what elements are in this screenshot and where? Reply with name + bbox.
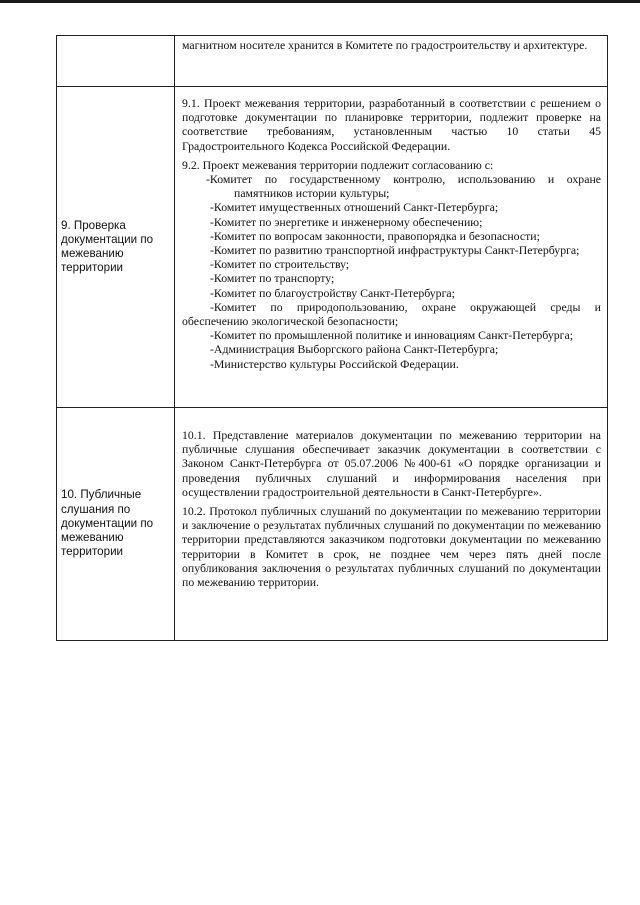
paragraph: магнитном носителе хранится в Комитете по градостроительству и архитектуре. [182, 38, 588, 52]
list-item: -Комитет по строительству; [210, 257, 350, 272]
table-row [57, 408, 608, 641]
paragraph-10-1: 10.1. Представление материалов документации по межеванию территории на публичные слушания обеспечивает заказчик документации в соответствии с Законом Санкт-Петербурга от 05.07.2006 №400-61 «О порядке организации и проведения публичных слушаний и информирования населения при осуществлении градостроительной деятельности в Санкт-Петербурге». [182, 428, 601, 499]
list-item: -Комитет по природопользованию, охране окружающей среды и обеспечению экологической безопасности; [182, 299, 601, 329]
paragraph-9-1: 9.1. Проект межевания территории, разработанный в соответствии с решением о подготовке документации по планировке территории, подлежит проверке на соответствие требованиям, установленным частью 10 статьи 45 Градостроительного Кодекса Российской Федерации. [182, 96, 601, 153]
section-label: 9. Проверка документации по межеванию территории [61, 218, 154, 275]
list-item: -Комитет по развитию транспортной инфраструктуры Санкт-Петербурга; [210, 243, 580, 258]
list-item: -Комитет по энергетике и инженерному обеспечению; [210, 214, 483, 229]
table-row [57, 36, 608, 87]
requirements-table [56, 35, 608, 641]
list-item: -Комитет по транспорту; [210, 271, 335, 286]
list-item: -Комитет имущественных отношений Санкт-Петербурга; [210, 200, 499, 215]
list-item: -Комитет по благоустройству Санкт-Петербурга; [210, 285, 455, 300]
table-row [57, 87, 608, 408]
list-item: -Комитет по государственному контролю, использованию и охране памятников истории культуры; [206, 172, 601, 201]
page-top-rule [0, 0, 640, 3]
list-item: -Комитет по промышленной политике и инновациям Санкт-Петербурга; [210, 328, 573, 343]
list-item: -Комитет по вопросам законности, правопорядка и безопасности; [210, 228, 540, 243]
list-item: -Министерство культуры Российской Федерации. [210, 356, 459, 371]
section-label: 10. Публичные слушания по документации по межеванию территории [61, 488, 154, 559]
section-content-cell [175, 87, 608, 408]
paragraph-10-2: 10.2. Протокол публичных слушаний по документации по межеванию территории и заключение о результатах публичных слушаний по документации по межеванию территории представляются заказчиком подготовки документации по межеванию территории в Комитет в срок, не позднее чем через пять дней после опубликования заключения о результатах публичных слушаний по документации по межеванию территории. [182, 504, 601, 590]
section-label-cell [57, 36, 175, 87]
section-content-cell [175, 408, 608, 641]
section-label-cell [57, 87, 175, 408]
section-content-cell [175, 36, 608, 87]
section-label-cell [57, 408, 175, 641]
paragraph-9-2-intro: 9.2. Проект межевания территории подлежит согласованию с: [182, 157, 494, 172]
list-item: -Администрация Выборгского района Санкт-Петербурга; [210, 342, 499, 357]
